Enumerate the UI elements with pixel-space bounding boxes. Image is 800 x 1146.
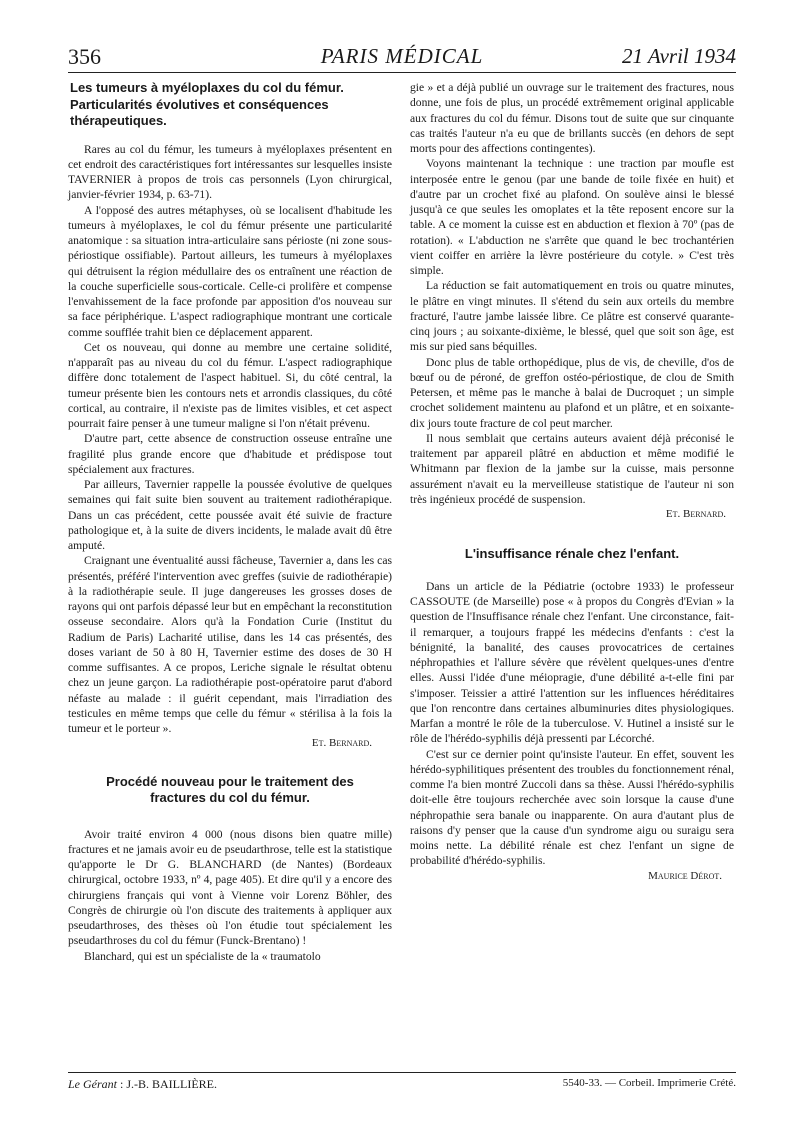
paragraph: Cet os nouveau, qui donne au membre une certaine solidité, n'apparaît pas au niveau du col du fémur. L'aspect radiographique diffère donc totalement de l'aspect habituel. Si, du côté central, la tumeur présente bien les contours nets et arrondis classiques, du côté cortical, au contraire, il n'existe pas de limites visibles, et cet aspect pourrait faire penser à une tumeur maligne si l'on n'était prévenu. [68,340,392,430]
article-title-tumeurs: Les tumeurs à myéloplaxes du col du fémur. Particularités évolutives et conséquences thérapeutiques. [70,80,344,128]
page-header [68,44,736,73]
journal-title: PARIS MÉDICAL [320,44,484,68]
gerant-label: Le Gérant [68,1077,117,1091]
paragraph: Il nous semblait que certains auteurs avaient déjà préconisé le traitement par appareil plâtré en abduction et même modifié le Whitmann par flexion de la jambe sur la cuisse, mais personne assurément n'avait eu la merveilleuse statistique de l'auteur ni son très ingénieux procédé de suspension. [410,431,734,506]
page-footer [68,1072,736,1091]
printer-line: 5540-33. — Corbeil. Imprimerie Crété. [562,1077,736,1089]
page-number: 356 [68,44,101,69]
paragraph: La réduction se fait automatiquement en trois ou quatre minutes, le plâtre en vingt minutes. Il s'étend du sein aux orteils du membre fracturé, l'autre jambe laissée libre. Ce plâtre est conservé quarante-cinq jours ; au soixante-dixième, le blessé, quel que soit son âge, est mis sur pied sans béquilles. [410,279,734,354]
left-column [68,80,392,964]
signature: Maurice Dérot. [648,869,722,882]
paragraph: Rares au col du fémur, les tumeurs à myéloplaxes présentent en cet endroit des caractéristiques fort intéressantes sur lesquelles insiste TAVERNIER à propos de trois cas personnels (Lyon chirurgical, janvier-février 1934, p. 63-71). [68,142,392,202]
paragraph: Voyons maintenant la technique : une traction par moufle est interposée entre le genou (par une bande de toile fixée en huit) et d'autre par un crochet fixé au plafond. On soulève ainsi le blessé jusqu'à ce que seules les omoplates et la tête reposent encore sur la table. A ce moment la cuisse est en abduction et flexion à 70º (pas de rotation). « L'abduction ne s'arrête que quand le bec trochantérien vient coiffer en arrière la lèvre postérieure du cotyle. » C'est très simple. [410,157,734,277]
paragraph: Dans un article de la Pédiatrie (octobre 1933) le professeur CASSOUTE (de Marseille) pose « à propos du Congrès d'Evian » la question de l'Insuffisance rénale chez l'enfant. Une circonstance, fait-il remarquer, a toujours frappé les médecins d'enfants : c'est la bénignité, la banalité, des causes provocatrices de certaines néphropathies et l'allure sévère que révèlent quelques-unes d'entre elles. Aussi l'idée d'une méiopragie, d'une débilité a-t-elle fini par s'imposer. Teissier a attiré l'attention sur les influences héréditaires que l'on rencontre dans certaines albuminuries dites physiologiques. Marfan a montré le rôle de la tuberculose. V. Hutinel a insisté sur le rôle de l'hérédo-syphilis déjà pressenti par Lécorché. [410,579,734,746]
paragraph: D'autre part, cette absence de construction osseuse entraîne une fragilité plus grande encore que d'habitude et prédispose tout spécialement aux fractures. [68,432,392,476]
paragraph: Par ailleurs, Tavernier rappelle la poussée évolutive de quelques semaines qui fait suite bien souvent au traitement radiothérapique. Dans un cas précédent, cette poussée avait été suivie de fracture pathologique et, à la suite de divers incidents, le malade avait dû être amputé. [68,478,392,552]
paragraph: Avoir traité environ 4 000 (nous disons bien quatre mille) fractures et ne jamais avoir eu de pseudarthrose, telle est la statistique qu'apporte le Dr G. BLANCHARD (de Nantes) (Bordeaux chirurgical, octobre 1933, nº 4, page 405). Et dire qu'il y a encore des chirurgiens français qui vont à Vienne voir Lorenz Böhler, des Congrès de chirurgie où l'on discute des traitements à appliquer aux pseudarthroses, des thèses où l'on étudie tout spécialement les pseudarthroses du col du fémur (Funck-Brentano) ! [68,827,392,948]
article-title-insuffisance: L'insuffisance rénale chez l'enfant. [464,546,680,562]
paragraph: C'est sur ce dernier point qu'insiste l'auteur. En effet, souvent les hérédo-syphilitiques présentent des troubles du fonctionnement rénal, comme l'a bien montré Zuccoli dans sa thèse. Aussi l'hérédo-syphilis doit-elle être toujours recherchée avec soin lorsque la cause d'une néphropathie sera banale ou inapparente. On aura d'autant plus de raisons d'y penser que la cause d'un syndrome aigu ou suraigu sera moins nette. La débilité rénale est chez l'enfant un signe de probabilité d'hérédo-syphilis. [410,747,734,868]
signature: Et. Bernard. [665,508,726,520]
paragraph: A l'opposé des autres métaphyses, où se localisent d'habitude les tumeurs à myéloplaxes, le col du fémur présente une particularité anatomique : sa situation intra-articulaire sans périoste (ni zone sous-périostique ossifiable). Partout ailleurs, les tumeurs à myéloplaxes qui détruisent la région médullaire des os entraînent une réaction de la couche superficielle sous-corticale. Celle-ci prolifère et compense l'envahissement de la face profonde par apposition d'os nouveau sur sa face périphérique. L'aspect radiographique montrant une corticale comme soufflée trahit bien ce déplacement apparent. [68,203,392,339]
right-column [410,80,734,884]
article-title-procede: Procédé nouveau pour le traitement des fractures du col du fémur. [106,773,354,805]
signature: Et. Bernard. [311,737,372,750]
paragraph: Craignant une éventualité aussi fâcheuse, Tavernier a, dans les cas présentés, préféré l'intervention avec greffes (suivie de radiothérapie) à la radiothérapie seule. Il juge dangereuses les grosses doses de rayons qui ont parfois dépassé leur but en empêchant la reconstitution osseuse secondaire. Alors qu'à la Fondation Curie (Institut du Radium de Paris) Lacharité utilise, dans les 14 cas présentés, des doses variant de 50 à 80 H, Tavernier estime des doses de 30 H comme suffisantes. A ce propos, Leriche signale le résultat obtenu chez un jeune garçon. La radiothérapie post-opératoire parut d'abord néfaste au malade : il guérit cependant, mais l'irradiation des testicules en même temps que celle du fémur « stérilisa à la fois la tumeur et le porteur ». [68,554,392,735]
gerant-name: : J.-B. BAILLIÈRE. [117,1077,217,1091]
issue-date: 21 Avril 1934 [622,44,736,68]
gerant [68,1077,217,1092]
paragraph: Donc plus de table orthopédique, plus de vis, de cheville, d'os de bœuf ou de péroné, de greffon ostéo-périostique, de clou de Smith Petersen, et même pas le manche à balai de Ducroquet ; un simple crochet solidement maintenu au plafond et un plâtre, et en soixante-dix jours toute fracture de col peut marcher. [410,355,734,430]
paragraph: Blanchard, qui est un spécialiste de la « traumatolo [84,949,321,963]
paragraph: gie » et a déjà publié un ouvrage sur le traitement des fractures, nous donne, une fois de plus, un procédé extrêmement original applicable aux fractures du col du fémur. Disons tout de suite que sur cinquante cas traités l'auteur n'a eu que de brillants succès (en dehors de sept morts pour des affections contingentes). [410,81,734,155]
